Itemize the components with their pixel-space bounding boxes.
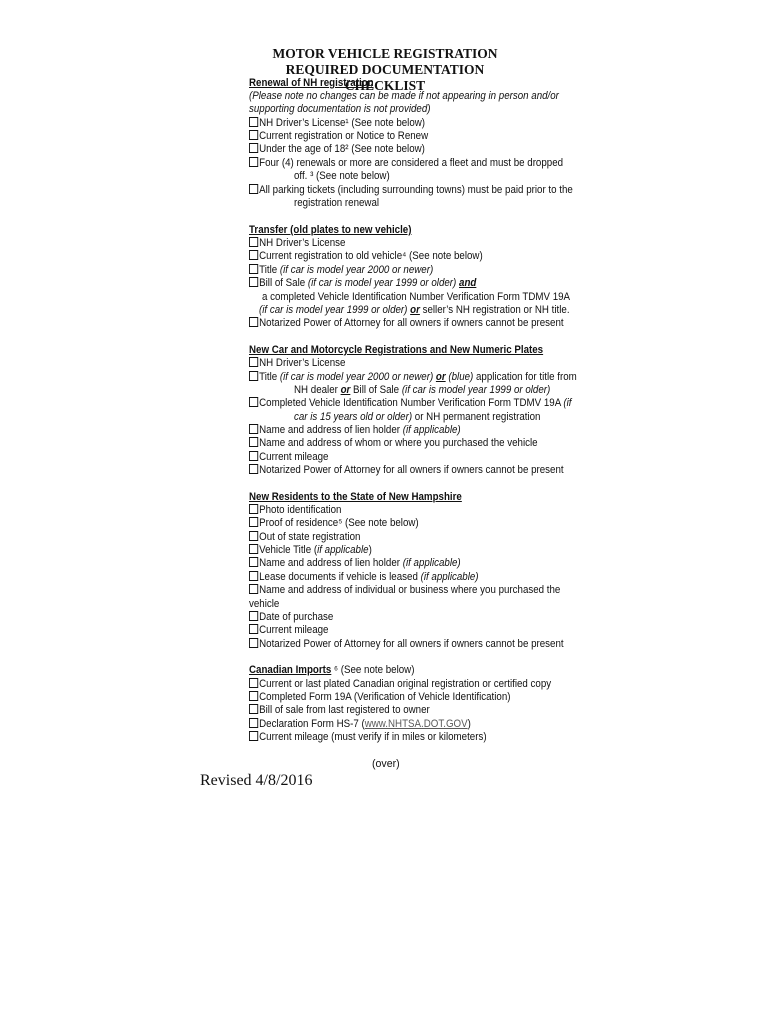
checklist-item: Name and address of lien holder (if applicable): [249, 424, 461, 437]
checklist-item: NH Driver’s License: [249, 237, 345, 250]
section-heading-transfer: Transfer (old plates to new vehicle): [249, 224, 412, 236]
document-title-line2: REQUIRED DOCUMENTATION CHECKLIST: [285, 62, 485, 93]
checklist-item: Name and address of individual or business where you purchased the: [249, 584, 560, 597]
checkbox[interactable]: [249, 317, 258, 327]
checkbox[interactable]: [249, 143, 258, 153]
checklist-item: All parking tickets (including surrounding towns) must be paid prior to the: [249, 184, 573, 197]
checkbox[interactable]: [249, 504, 258, 514]
checkbox[interactable]: [249, 451, 258, 461]
section-heading-canadian-imports: Canadian Imports ⁶ (See note below): [249, 664, 415, 676]
checklist-item-continued: (if car is model year 1999 or older) or seller’s NH registration or NH title.: [259, 304, 570, 316]
checklist-item: Vehicle Title (if applicable): [249, 544, 372, 557]
renewal-note: (Please note no changes can be made if not appearing in person and/or: [249, 90, 559, 102]
checklist-item: Notarized Power of Attorney for all owners if owners cannot be present: [249, 464, 564, 477]
checkbox[interactable]: [249, 544, 258, 554]
checkbox[interactable]: [249, 357, 258, 367]
checkbox[interactable]: [249, 464, 258, 474]
checkbox[interactable]: [249, 517, 258, 527]
section-heading-new-residents: New Residents to the State of New Hampshire: [249, 491, 462, 503]
checklist-item: Lease documents if vehicle is leased (if applicable): [249, 571, 479, 584]
checklist-item: Notarized Power of Attorney for all owners if owners cannot be present: [249, 317, 564, 330]
checklist-item: Current or last plated Canadian original registration or certified copy: [249, 678, 551, 691]
document-title-line1: MOTOR VEHICLE REGISTRATION: [272, 46, 498, 61]
checklist-item: Out of state registration: [249, 531, 360, 544]
checklist-item: Under the age of 18² (See note below): [249, 143, 425, 156]
checkbox[interactable]: [249, 371, 258, 381]
over-label: (over): [372, 758, 400, 770]
checklist-item: Current mileage (must verify if in miles or kilometers): [249, 731, 487, 744]
checklist-item: Four (4) renewals or more are considered a fleet and must be dropped: [249, 157, 563, 170]
checklist-item: Name and address of lien holder (if applicable): [249, 557, 461, 570]
checkbox[interactable]: [249, 424, 258, 434]
checklist-item: NH Driver’s License¹ (See note below): [249, 117, 425, 130]
checkbox[interactable]: [249, 691, 258, 701]
checklist-item: Date of purchase: [249, 611, 333, 624]
checklist-item: Title (if car is model year 2000 or newer) or (blue) application for title from: [249, 371, 577, 384]
checkbox[interactable]: [249, 557, 258, 567]
checklist-item: Notarized Power of Attorney for all owners if owners cannot be present: [249, 638, 564, 651]
checkbox[interactable]: [249, 704, 258, 714]
nhtsa-link[interactable]: www.NHTSA.DOT.GOV: [364, 718, 468, 730]
checklist-item-continued: off. ³ (See note below): [294, 170, 390, 182]
checklist-item: Proof of residence⁵ (See note below): [249, 517, 419, 530]
checkbox[interactable]: [249, 624, 258, 634]
checklist-item: Current registration to old vehicle⁴ (See note below): [249, 250, 483, 263]
section-heading-new-car: New Car and Motorcycle Registrations and New Numeric Plates: [249, 344, 544, 356]
revised-date: Revised 4/8/2016: [200, 772, 313, 789]
checkbox[interactable]: [249, 678, 258, 688]
checklist-item: Name and address of whom or where you purchased the vehicle: [249, 437, 538, 450]
checkbox[interactable]: [249, 264, 258, 274]
checkbox[interactable]: [249, 571, 258, 581]
section-heading-renewal: Renewal of NH registration: [249, 77, 374, 89]
checkbox[interactable]: [249, 157, 258, 167]
checklist-item: Current registration or Notice to Renew: [249, 130, 428, 143]
checklist-item: Photo identification: [249, 504, 341, 517]
checkbox[interactable]: [249, 250, 258, 260]
checklist-item: Bill of sale from last registered to owner: [249, 704, 430, 717]
checkbox[interactable]: [249, 130, 258, 140]
checkbox[interactable]: [249, 584, 258, 594]
checklist-item: Current mileage: [249, 624, 328, 637]
checklist-item-continued: car is 15 years old or older) or NH permanent registration: [294, 411, 541, 423]
checklist-item: Declaration Form HS-7 (www.NHTSA.DOT.GOV): [249, 718, 471, 731]
checkbox[interactable]: [249, 718, 258, 728]
checkbox[interactable]: [249, 638, 258, 648]
checklist-item: Completed Vehicle Identification Number Verification Form TDMV 19A (if: [249, 397, 572, 410]
checklist-item-continued: NH dealer or Bill of Sale (if car is model year 1999 or older): [294, 384, 551, 396]
checklist-item: Current mileage: [249, 451, 328, 464]
checklist-item: NH Driver’s License: [249, 357, 345, 370]
checklist-item-continued: registration renewal: [294, 197, 380, 209]
checkbox[interactable]: [249, 237, 258, 247]
checkbox[interactable]: [249, 184, 258, 194]
checklist-item-continued: vehicle: [249, 598, 280, 610]
checklist-item: Title (if car is model year 2000 or newer): [249, 264, 433, 277]
checklist-item-continued: a completed Vehicle Identification Number Verification Form TDMV 19A: [262, 291, 571, 303]
renewal-note: supporting documentation is not provided): [249, 103, 431, 115]
checklist-item: Bill of Sale (if car is model year 1999 or older) and: [249, 277, 476, 290]
checkbox[interactable]: [249, 117, 258, 127]
checkbox[interactable]: [249, 531, 258, 541]
checkbox[interactable]: [249, 437, 258, 447]
checkbox[interactable]: [249, 397, 258, 407]
checkbox[interactable]: [249, 611, 258, 621]
checkbox[interactable]: [249, 277, 258, 287]
checklist-item: Completed Form 19A (Verification of Vehicle Identification): [249, 691, 510, 704]
checkbox[interactable]: [249, 731, 258, 741]
